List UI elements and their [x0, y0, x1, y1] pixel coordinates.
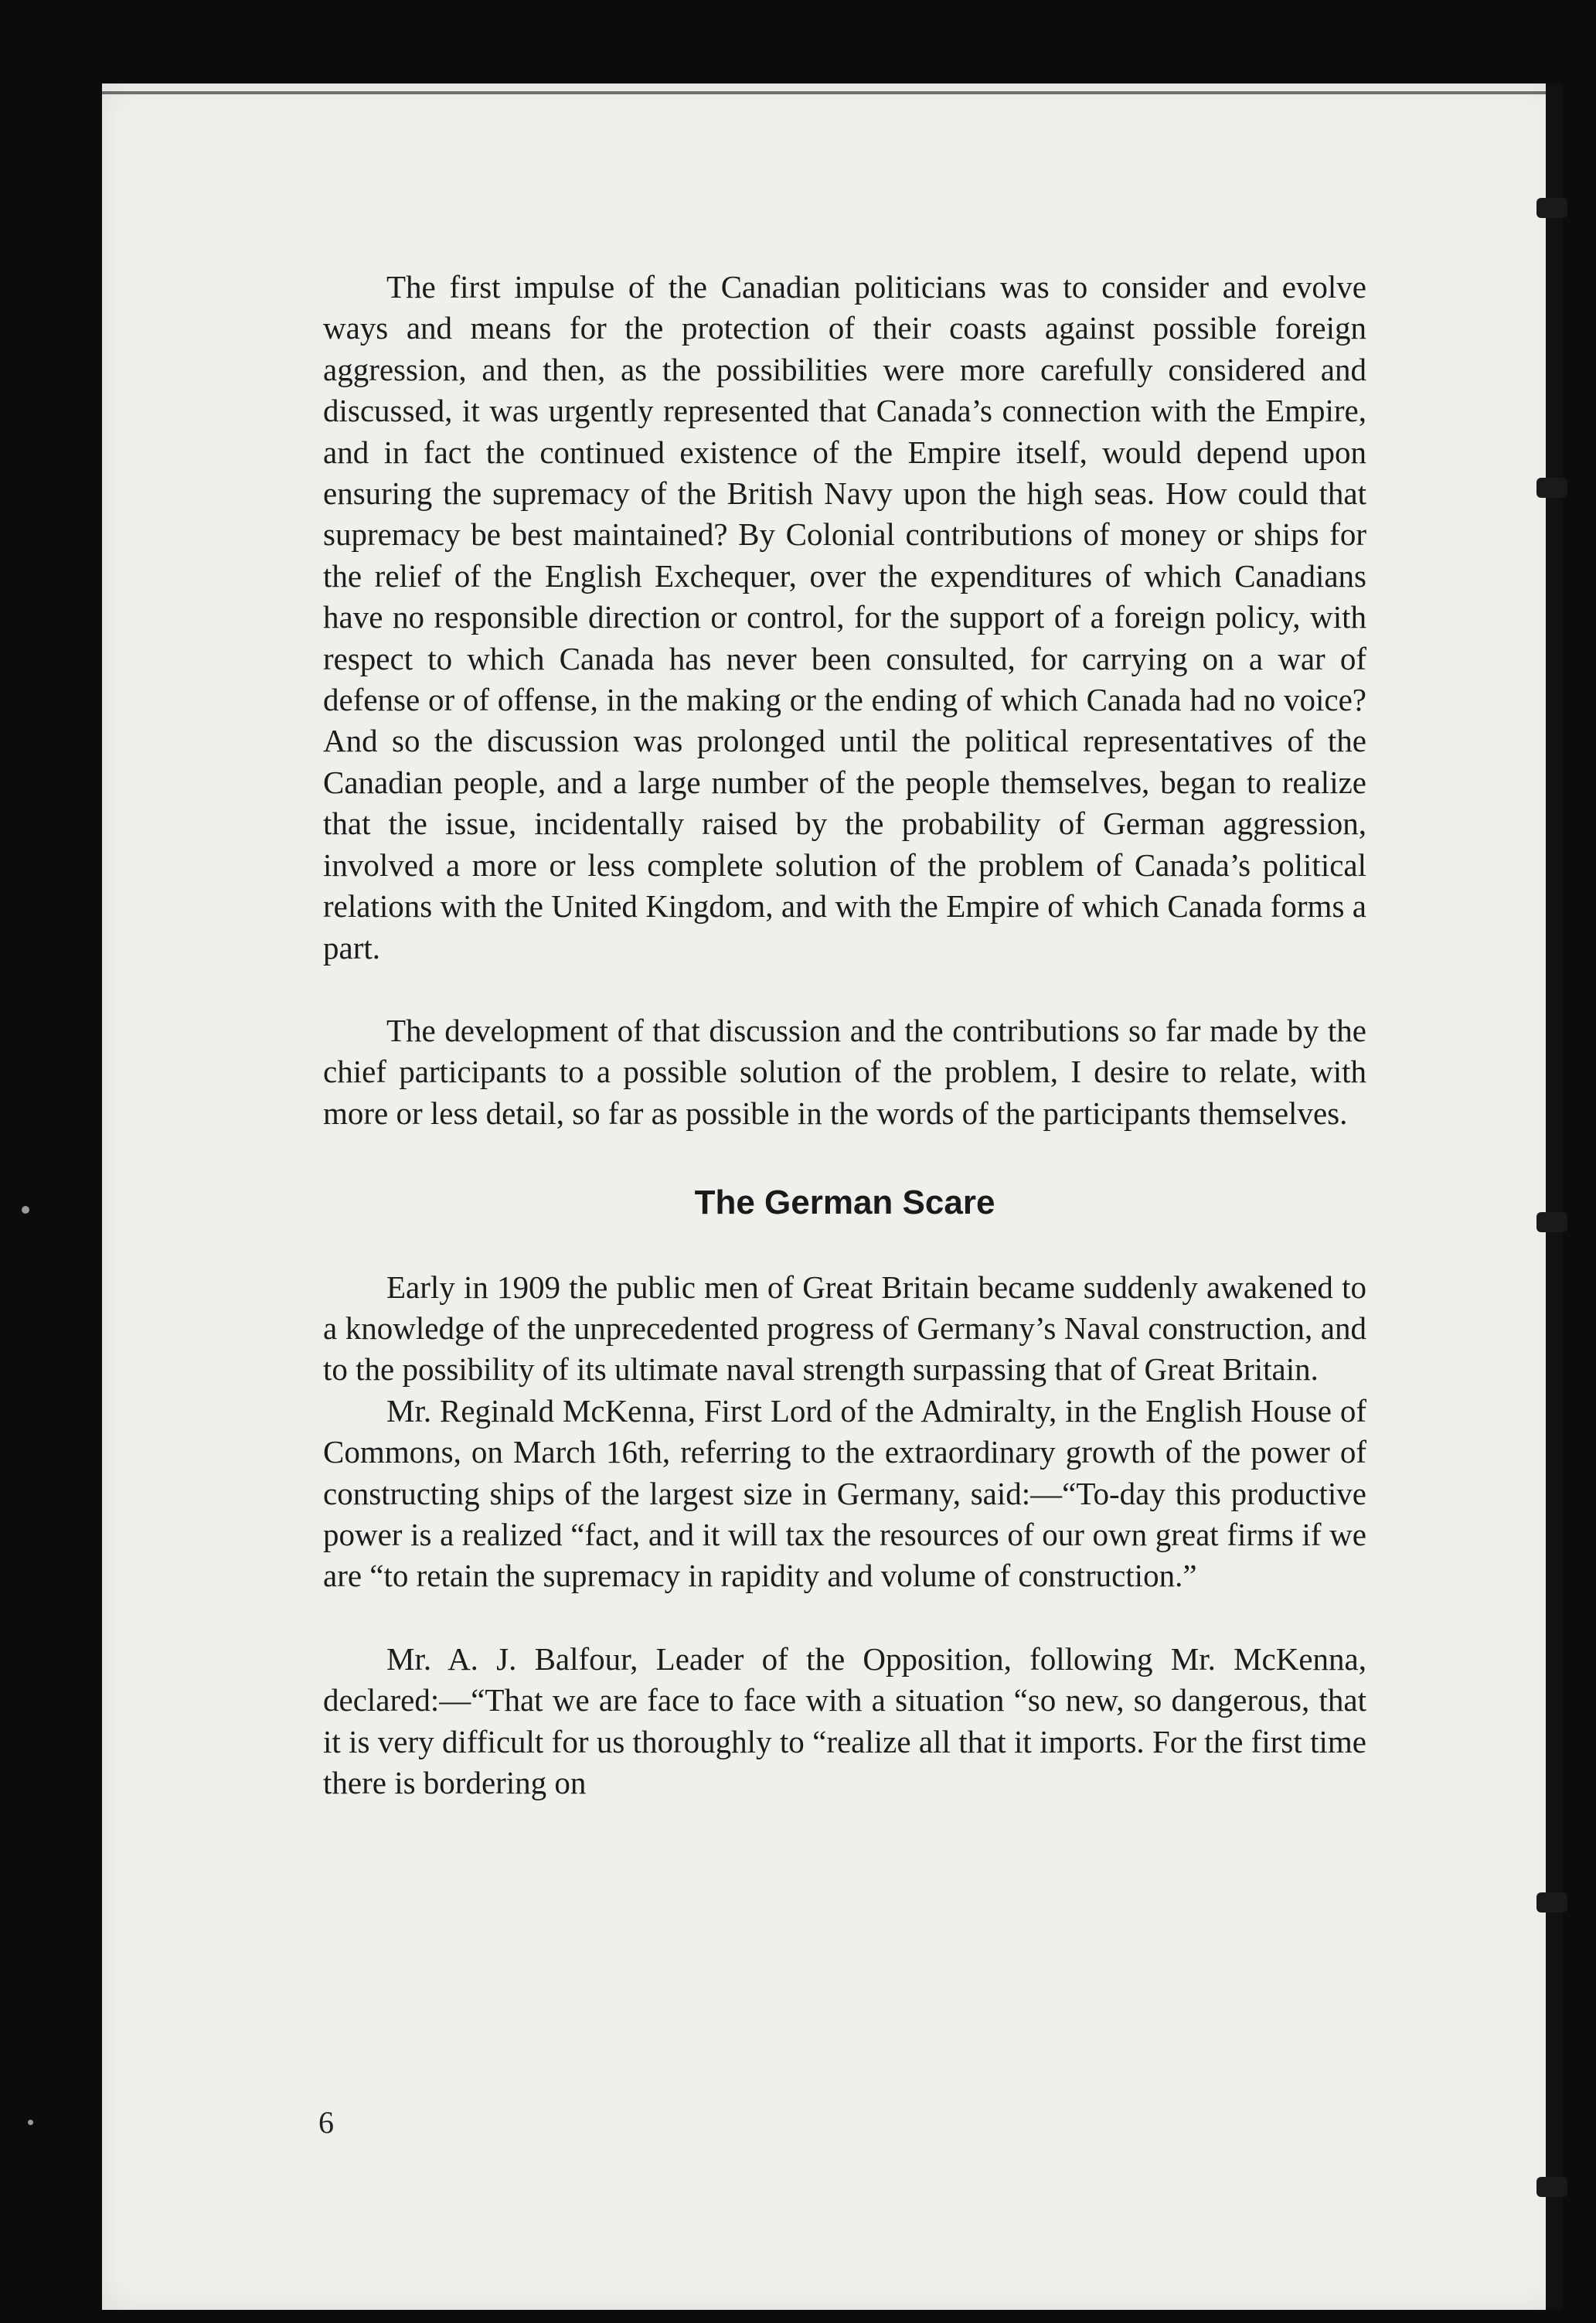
paragraph-balfour-quote: Mr. A. J. Balfour, Leader of the Opposition, following Mr. McKenna, declared:—“That we are face to face with a situation “so new, so dangerous, that it is very difficult for us thoroughly to “realize all that it imports. For the first time there is bordering on: [323, 1640, 1366, 1800]
binding-clip: [1536, 478, 1567, 498]
paragraph-canadian-politicians: The first impulse of the Canadian politicians was to consider and evolve ways and means for the protection of their coasts against possible foreign aggression, and then, as the possibilities were more carefully considered and discussed, it was urgently represented that Canada’s connection with the Empire, and in fact the continued existence of the Empire itself, would depend upon ensuring the supremacy of the British Navy upon the high seas. How could that supremacy be best maintained? By Colonial contributions of money or ships for the relief of the English Exchequer, over the expenditures of which Canadians have no responsible direction or control, for the support of a foreign policy, with respect to which Canada has never been consulted, for carrying on a war of defense or of offense, in the making or the ending of which Canada had no voice? And so the discussion was prolonged until the political representatives of the Canadian people, and a large number of the people themselves, began to realize that the issue, incidentally raised by the probability of German aggression, involved a more or less complete solution of the problem of Canada’s political relations with the United Kingdom, and with the Empire of which Canada forms a part.: [323, 269, 1366, 966]
binding-clip: [1536, 198, 1567, 218]
top-rule: [102, 91, 1559, 94]
body-text: [323, 267, 1366, 1804]
page-number: 6: [318, 2105, 334, 2140]
paragraph-mckenna-quote: Mr. Reginald McKenna, First Lord of the Admiralty, in the English House of Commons, on March 16th, referring to the extraordinary growth of the power of constructing ships of the largest size in Germany, said:—“To-day this productive power is a realized “fact, and it will tax the resources of our own great firms if we are “to retain the supremacy in rapidity and volume of construction.”: [323, 1392, 1366, 1594]
section-heading: The German Scare: [694, 1184, 995, 1222]
binding-clip: [1536, 1892, 1567, 1913]
scan-speck: [22, 1206, 29, 1214]
binding-clip: [1536, 2177, 1567, 2197]
paragraph-early-1909: Early in 1909 the public men of Great Britain became suddenly awakened to a knowledge of the unprecedented progress of Germany’s Naval construction, and to the possibility of its ultimate naval strength surpassing that of Great Britain.: [323, 1269, 1366, 1388]
binding-clip: [1536, 1212, 1567, 1232]
paragraph-development-discussion: The development of that discussion and the contributions so far made by the chief participants to a possible solution of the problem, I desire to relate, with more or less detail, so far as possible in the words of the participants themselves.: [323, 1012, 1366, 1131]
page-binding: [1546, 83, 1563, 2310]
scan-speck: [28, 2120, 33, 2125]
